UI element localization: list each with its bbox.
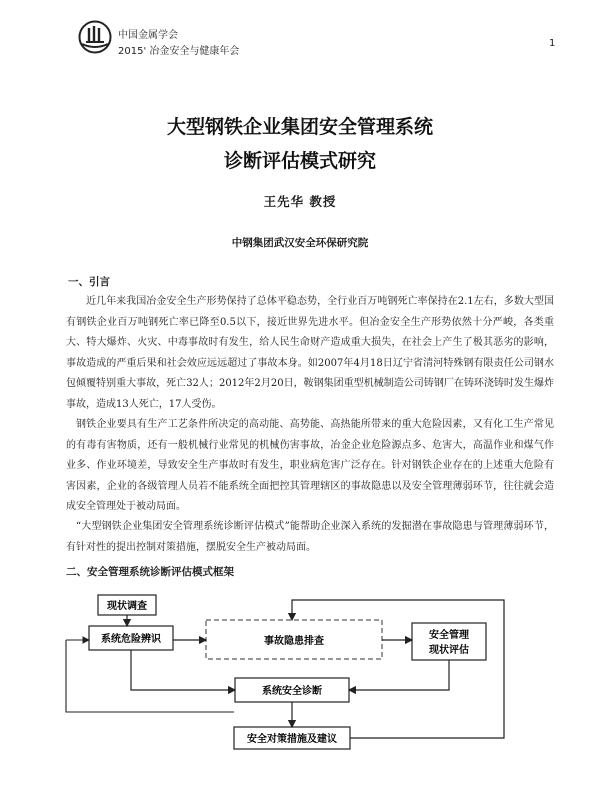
label-system-diagnosis: 系统安全诊断 xyxy=(262,686,322,697)
page-number: 1 xyxy=(549,38,556,49)
paragraph-1: 近几年来我国冶金安全生产形势保持了总体平稳态势，全行业百万吨钢死亡率保持在2.1左右，多数大型国有钢铁企业百万吨钢死亡率已降至0.5以下，接近世界先进水平。但冶金安全生产形势依然十分严峻，各类重大、特大爆炸、火灾、中毒事故时有发生，给人民生命财产造成重大损失，在社会上产生了极其恶劣的影响，事故造成的严重后果和社会效应远远超过了事故本身。如2007年4月18日辽宁省清河特殊钢有限责任公司钢水包倾覆特别重大事故，死亡32人；2012年2月20日，鞍钢集团重型机械制造公司铸钢厂在铸环浇铸时发生爆炸事故，造成13人死亡，17人受伤。 xyxy=(66,296,554,410)
header-org: 中国金属学会 xyxy=(118,30,178,41)
arrow-assessment-to-diagnosis xyxy=(349,660,449,690)
paragraph-2: 钢铁企业要具有生产工艺条件所决定的高动能、高势能、高热能所带来的重大危险因素，又有化工生产常见的有毒有害物质，还有一般机械行业常见的机械伤害事故，冶金企业危险源点多、危害大，高温作业和煤气作业多、作业环境差，导致安全生产事故时有发生，职业病危害广泛存在。针对钢铁企业存在的上述重大危险有害因素，企业的各级管理人员若不能系统全面把控其管理辖区的事故隐患以及安全管理薄弱环节，往往就会造成安全管理处于被动局面。 xyxy=(66,419,554,512)
title-line-2: 诊断评估模式研究 xyxy=(223,150,376,172)
label-safety-assessment-2: 现状评估 xyxy=(429,645,469,656)
society-logo xyxy=(78,20,112,54)
affiliation: 中钢集团武汉安全环保研究院 xyxy=(231,237,369,249)
section-framework-heading: 二、安全管理系统诊断评估模式框架 xyxy=(66,566,234,578)
paragraph-3: “大型钢铁企业集团安全管理系统诊断评估模式”能帮助企业深入系统的发掘潜在事故隐患与管理薄弱环节，有针对性的提出控制对策措施，摆脱安全生产被动局面。 xyxy=(66,521,554,553)
label-countermeasures: 安全对策措施及建议 xyxy=(247,734,337,745)
label-safety-assessment-1: 安全管理 xyxy=(429,630,469,641)
label-hazard-check: 事故隐患排查 xyxy=(264,636,324,647)
title-line-1: 大型钢铁企业集团安全管理系统 xyxy=(166,116,433,138)
label-current-survey: 现状调查 xyxy=(107,601,147,612)
section-intro-heading: 一、引言 xyxy=(68,276,110,288)
header-event: 2015' 冶金安全与健康年会 xyxy=(118,46,240,57)
author: 王先华 教授 xyxy=(263,194,337,209)
framework-flowchart xyxy=(0,580,600,791)
label-hazard-identification: 系统危险辨识 xyxy=(101,634,161,645)
